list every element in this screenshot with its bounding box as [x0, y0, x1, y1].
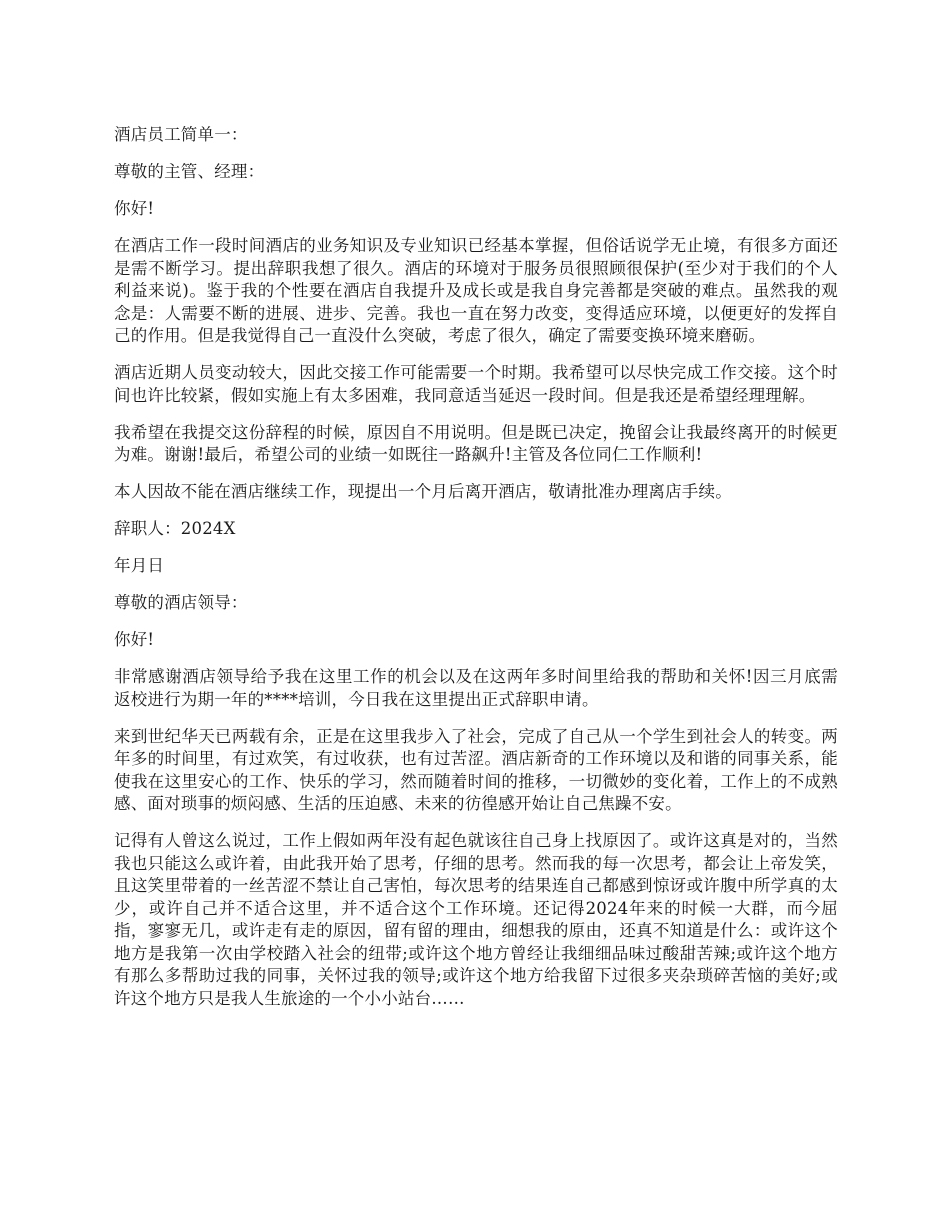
body-paragraph: 非常感谢酒店领导给予我在这里工作的机会以及在这两年多时间里给我的帮助和关怀!因三月底需返校进行为期一年的****培训，今日我在这里提出正式辞职申请。: [114, 667, 838, 709]
greeting-paragraph: 你好!: [114, 630, 155, 649]
signature-line: 辞职人：2024X: [114, 519, 236, 538]
body-paragraph: 酒店近期人员变动较大，因此交接工作可能需要一个时期。我希望可以尽快完成工作交接。这个时间也许比较紧，假如实施上有太多困难，我同意适当延迟一段时间。但是我还是希望经理理解。: [114, 363, 838, 405]
document-title: 酒店员工简单一：: [114, 125, 248, 144]
salutation-paragraph: 尊敬的主管、经理：: [114, 162, 265, 181]
body-paragraph: 来到世纪华天已两载有余，正是在这里我步入了社会，完成了自己从一个学生到社会人的转变。两年多的时间里，有过欢笑，有过收获，也有过苦涩。酒店新奇的工作环境以及和谐的同事关系，能使我在这里安心的工作、快乐的学习，然而随着时间的推移，一切微妙的变化着，工作上的不成熟感、面对琐事的烦闷感、生活的压迫感、未来的彷徨感开始让自己焦躁不安。: [114, 726, 838, 813]
salutation-paragraph: 尊敬的酒店领导：: [114, 593, 248, 612]
body-paragraph: 记得有人曾这么说过，工作上假如两年没有起色就该往自己身上找原因了。或许这真是对的，当然我也只能这么或许着，由此我开始了思考，仔细的思考。然而我的每一次思考，都会让上帝发笑，且这笑里带着的一丝苦涩不禁让自己害怕，每次思考的结果连自己都感到惊讶或许腹中所学真的太少，或许自己并不适合这里，并不适合这个工作环境。还记得2024年来的时候一大群，而今屈指，寥寥无几，或许走有走的原因，留有留的理由，细想我的原由，还真不知道是什么：或许这个地方是我第一次由学校踏入社会的纽带;或许这个地方曾经让我细细品味过酸甜苦辣;或许这个地方有那么多帮助过我的同事，关怀过我的领导;或许这个地方给我留下过很多夹杂琐碎苦恼的美好;或许这个地方只是我人生旅途的一个小小站台……: [114, 831, 838, 1008]
body-paragraph: 我希望在我提交这份辞程的时候，原因自不用说明。但是既已决定，挽留会让我最终离开的时候更为难。谢谢!最后，希望公司的业绩一如既往一路飙升!主管及各位同仁工作顺利!: [114, 422, 838, 464]
date-line: 年月日: [114, 556, 165, 575]
body-paragraph: 在酒店工作一段时间酒店的业务知识及专业知识已经基本掌握，但俗话说学无止境，有很多方面还是需不断学习。提出辞职我想了很久。酒店的环境对于服务员很照顾很保护(至少对于我们的个人利益来说)。鉴于我的个性要在酒店自我提升及成长或是我自身完善都是突破的难点。虽然我的观念是：人需要不断的进展、进步、完善。我也一直在努力改变，变得适应环境，以便更好的发挥自己的作用。但是我觉得自己一直没什么突破，考虑了很久，确定了需要变换环境来磨砺。: [114, 236, 838, 345]
greeting-paragraph: 你好!: [114, 199, 155, 218]
body-paragraph: 本人因故不能在酒店继续工作，现提出一个月后离开酒店，敬请批准办理离店手续。: [114, 482, 732, 501]
document-body: [114, 124, 838, 1025]
